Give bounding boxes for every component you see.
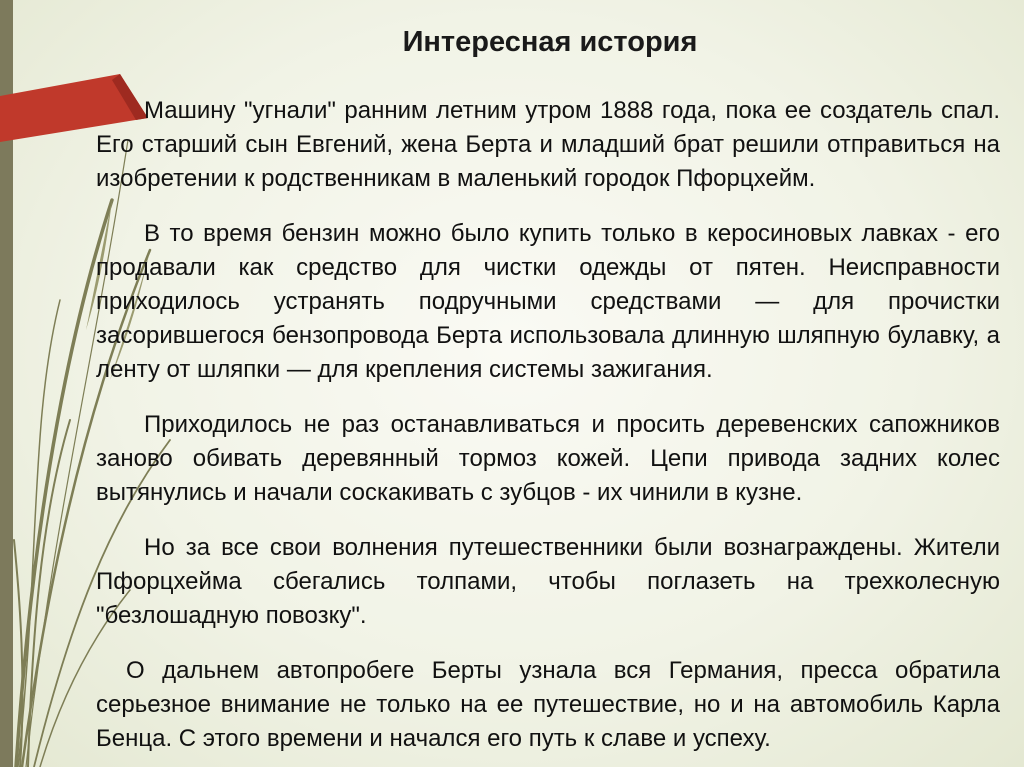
slide-title: Интересная история (402, 26, 698, 58)
slide-text-body (96, 94, 1000, 756)
paragraph-2: В то время бензин можно было купить только в керосиновых лавках - его продавали как средство для чистки одежды от пятен. Неисправности приходилось устранять подручными средствами — для прочистки засорившегося бензопровода Берта использовала длинную шляпную булавку, а ленту от шляпки — для крепления системы зажигания. (96, 220, 1000, 383)
paragraph-4: Но за все свои волнения путешественники были вознаграждены. Жители Пфорцхейма сбегались толпами, чтобы поглазеть на трехколесную "безлошадную повозку". (96, 534, 1000, 629)
paragraph-5: О дальнем автопробеге Берты узнала вся Германия, пресса обратила серьезное внимание не только на ее путешествие, но и на автомобиль Карла Бенца. С этого времени и начался его путь к славе и успеху. (96, 657, 1000, 752)
paragraph-3: Приходилось не раз останавливаться и просить деревенских сапожников заново обивать деревянный тормоз кожей. Цепи привода задних колес вытянулись и начали соскакивать с зубцов - их чинили в кузне. (96, 411, 1000, 506)
paragraph-1: Машину "угнали" ранним летним утром 1888 года, пока ее создатель спал. Его старший сын Евгений, жена Берта и младший брат решили отправиться на изобретении к родственникам в маленький городок Пфорцхейм. (96, 97, 1000, 192)
